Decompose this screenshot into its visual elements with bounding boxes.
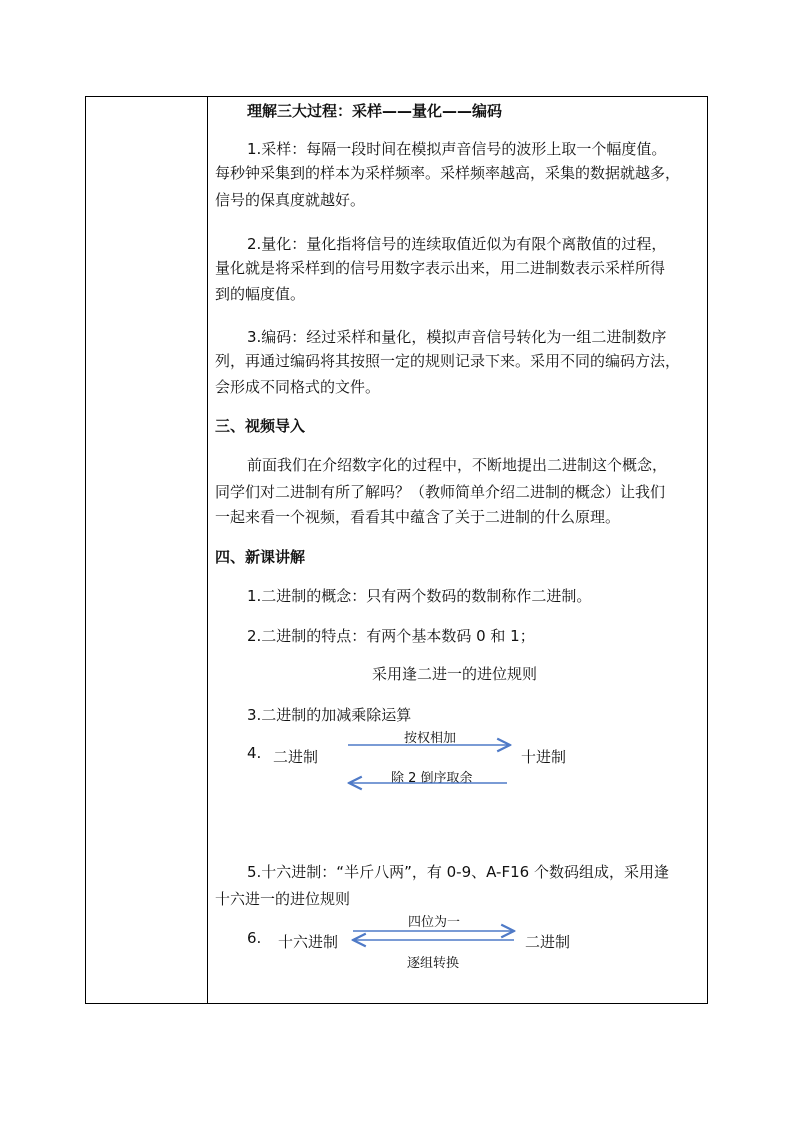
item-4-bottom-arrow-label: 除 2 倒序取余 (391, 771, 473, 786)
sampling-line-1: 1.采样：每隔一段时间在模拟声音信号的波形上取一个幅度值。 (247, 140, 667, 158)
item-6-top-arrow-label: 四位为一 (408, 915, 461, 930)
item-2: 2.二进制的特点：有两个基本数码 0 和 1； (247, 627, 535, 645)
item-4-right-label: 十进制 (521, 748, 567, 766)
section-3-heading: 三、视频导入 (215, 417, 306, 435)
section-4-heading: 四、新课讲解 (215, 548, 306, 566)
item-1: 1.二进制的概念：只有两个数码的数制称作二进制。 (247, 587, 592, 605)
item-2-continuation: 采用逢二进一的进位规则 (372, 665, 538, 683)
section-3-line-1: 前面我们在介绍数字化的过程中，不断地提出二进制这个概念， (247, 456, 668, 474)
item-5-line-1: 5.十六进制：“半斤八两”，有 0-9、A-F16 个数码组成，采用逢 (247, 863, 669, 881)
item-4-top-arrow-label: 按权相加 (404, 731, 457, 746)
sampling-line-2: 每秒钟采集到的样本为采样频率。采样频率越高，采集的数据就越多， (215, 164, 681, 182)
encoding-line-1: 3.编码：经过采样和量化，模拟声音信号转化为一组二进制数序 (247, 328, 667, 346)
item-4-left-label: 二进制 (273, 748, 319, 766)
item-6-left-label: 十六进制 (278, 933, 339, 951)
item-6-number: 6. (247, 929, 262, 947)
quantization-line-3: 到的幅度值。 (215, 285, 306, 303)
encoding-line-3: 会形成不同格式的文件。 (215, 378, 381, 396)
item-4-number: 4. (247, 744, 262, 762)
process-heading: 理解三大过程：采样——量化——编码 (247, 102, 503, 120)
quantization-line-2: 量化就是将采样到的信号用数字表示出来，用二进制数表示采样所得 (215, 259, 666, 277)
item-5-line-2: 十六进一的进位规则 (215, 890, 351, 908)
section-3-line-2: 同学们对二进制有所了解吗？（教师简单介绍二进制的概念）让我们 (215, 483, 666, 501)
quantization-line-1: 2.量化：量化指将信号的连续取值近似为有限个离散值的过程， (247, 235, 667, 253)
sampling-line-3: 信号的保真度就越好。 (215, 191, 366, 209)
item-3: 3.二进制的加减乘除运算 (247, 706, 412, 724)
encoding-line-2: 列，再通过编码将其按照一定的规则记录下来。采用不同的编码方法， (215, 352, 681, 370)
item-6-bottom-arrow-label: 逐组转换 (407, 956, 460, 971)
item-6-right-label: 二进制 (525, 933, 571, 951)
section-3-line-3: 一起来看一个视频，看看其中蕴含了关于二进制的什么原理。 (215, 508, 621, 526)
